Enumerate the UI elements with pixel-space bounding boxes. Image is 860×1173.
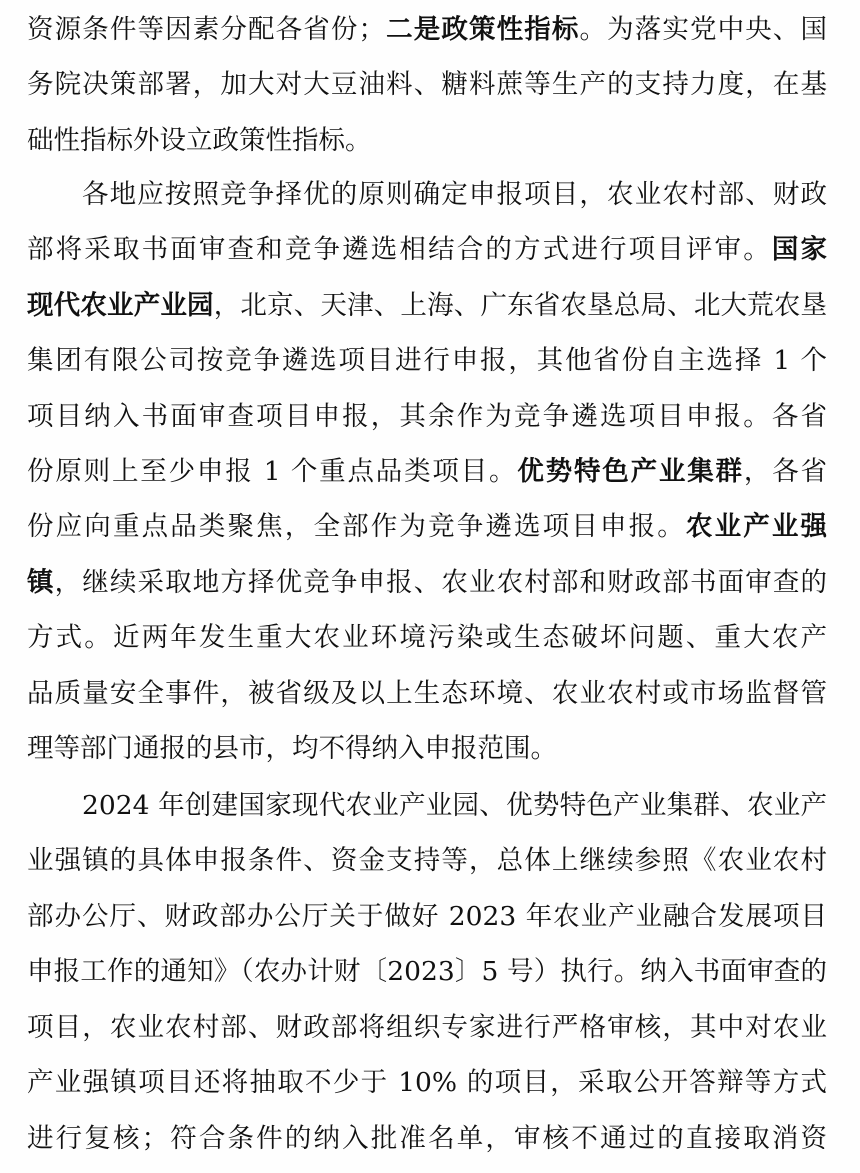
text-segment: 申报工作的通知》（农办计财〔2023〕5 号）执行。纳入书面审查的 (27, 956, 827, 987)
bold-text-segment: 优势特色产业集群 (517, 456, 744, 487)
text-line (27, 618, 827, 658)
text-line (27, 452, 827, 492)
text-line (27, 1008, 827, 1048)
text-line (82, 786, 827, 826)
text-segment: ，继续采取地方择优竞争申报、农业农村部和财政部书面审查的 (54, 567, 827, 598)
text-segment: 业强镇的具体申报条件、资金支持等，总体上继续参照《农业农村 (27, 845, 827, 876)
text-segment: 产业强镇项目还将抽取不少于 10% 的项目，采取公开答辩等方式 (27, 1067, 827, 1098)
text-line (27, 507, 827, 547)
text-segment: 务院决策部署，加大对大豆油料、糖料蔗等生产的支持力度，在基 (27, 69, 827, 100)
text-line (27, 563, 827, 603)
text-segment: 理等部门通报的县市，均不得纳入申报范围。 (27, 733, 557, 764)
bold-text-segment: 国家 (771, 234, 828, 265)
text-line (82, 175, 827, 215)
text-segment: 品质量安全事件，被省级及以上生态环境、农业农村或市场监督管 (27, 678, 827, 709)
text-segment: 进行复核；符合条件的纳入批准名单，审核不通过的直接取消资 (27, 1123, 827, 1154)
text-line (27, 729, 827, 769)
text-segment: 方式。近两年发生重大农业环境污染或生态破坏问题、重大农产 (27, 622, 827, 653)
text-segment: 2024 年创建国家现代农业产业园、优势特色产业集群、农业产 (82, 790, 827, 821)
text-segment: 各地应按照竞争择优的原则确定申报项目，农业农村部、财政 (82, 179, 827, 210)
text-line (27, 397, 827, 437)
text-segment: 份原则上至少申报 1 个重点品类项目。 (27, 456, 518, 487)
text-segment: 部将采取书面审查和竞争遴选相结合的方式进行项目评审。 (27, 234, 772, 265)
text-line (27, 286, 827, 326)
text-segment: ，各省 (743, 456, 828, 487)
text-segment: 份应向重点品类聚焦，全部作为竞争遴选项目申报。 (27, 511, 686, 542)
text-line (27, 1063, 827, 1103)
bold-text-segment: 农业产业强 (685, 511, 828, 542)
text-line (27, 10, 827, 50)
text-segment: ，北京、天津、上海、广东省农垦总局、北大荒农垦 (213, 290, 828, 321)
text-segment: 资源条件等因素分配各省份； (27, 14, 385, 45)
text-segment: 项目，农业农村部、财政部将组织专家进行严格审核，其中对农业 (27, 1012, 827, 1043)
text-line (27, 1119, 827, 1159)
text-segment: 集团有限公司按竞争遴选项目进行申报，其他省份自主选择 1 个 (27, 345, 827, 376)
text-line (27, 121, 827, 161)
text-segment: 。为落实党中央、国 (579, 14, 827, 45)
text-line (27, 65, 827, 105)
bold-text-segment: 镇 (27, 567, 55, 598)
bold-text-segment: 现代农业产业园 (27, 290, 214, 321)
text-line (27, 897, 827, 937)
text-segment: 部办公厅、财政部办公厅关于做好 2023 年农业产业融合发展项目 (27, 901, 827, 932)
text-line (27, 341, 827, 381)
text-line (27, 230, 827, 270)
bold-text-segment: 二是政策性指标 (385, 14, 580, 45)
text-line (27, 674, 827, 714)
text-segment: 础性指标外设立政策性指标。 (27, 125, 372, 156)
text-line (27, 952, 827, 992)
text-line (27, 841, 827, 881)
text-segment: 项目纳入书面审查项目申报，其余作为竞争遴选项目申报。各省 (27, 401, 827, 432)
